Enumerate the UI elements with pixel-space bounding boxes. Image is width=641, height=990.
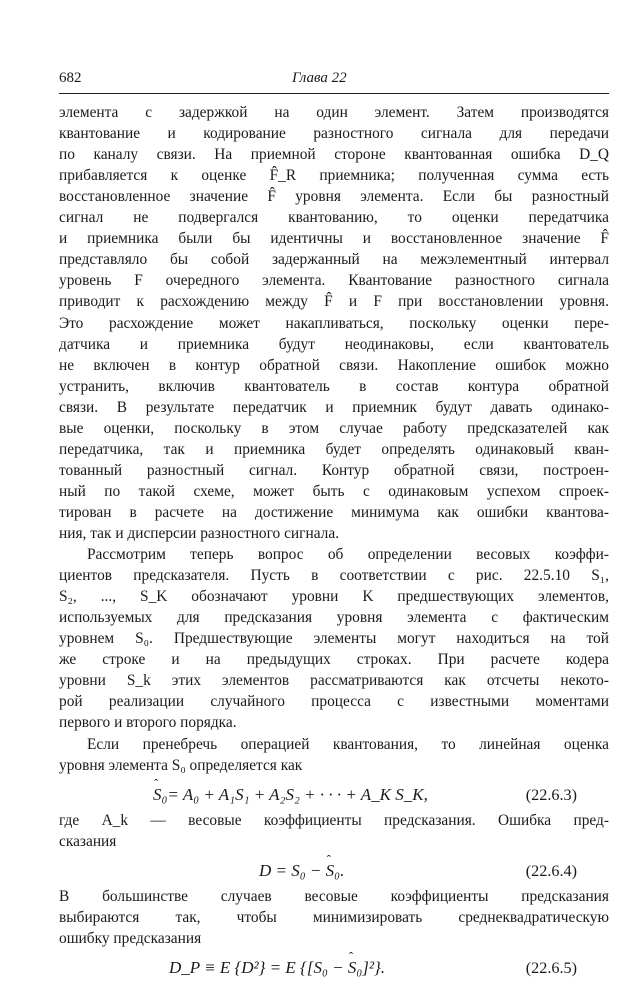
eq2-hat-term: ˆ S₀ (326, 857, 340, 885)
eq3-hat-term: ˆ S₀ (348, 954, 362, 982)
text-line: где A_k — весовые коэффициенты предсказания. Ошибка пред- (59, 811, 609, 829)
text-line: сказания (59, 832, 117, 850)
text-line: циентов предсказателя. Пусть в соответствии с рис. 22.5.10 S₁, (59, 567, 609, 585)
text-line: ния, так и дисперсии разностного сигнала. (59, 525, 340, 542)
chapter-title: Глава 22 (292, 70, 347, 86)
text-line: квантование и кодирование разностного сигнала для передачи (59, 125, 609, 143)
text-line: уровень F очередного элемента. Квантование разностного сигнала (59, 272, 609, 290)
text-line: приводит к расхождению между F̂ и F при восстановлении уровня. (59, 293, 609, 311)
text-line: уровни S_k этих элементов рассматриваются как отсчеты некото- (59, 672, 609, 690)
text-line: ошибку предсказания (59, 929, 202, 947)
equation-number: (22.6.5) (525, 958, 577, 977)
text-line: тирован в расчете на достижение минимума как ошибки квантова- (59, 503, 609, 521)
text-line: уровня элемента S₀ определяется как (59, 756, 303, 774)
text-line: по каналу связи. На приемной стороне квантованная ошибка D_Q (59, 146, 609, 164)
text-line: передатчика, так и приемника будет определять одинаковый кван- (59, 440, 609, 458)
page-number: 682 (59, 70, 82, 86)
eq3-text: D_P ≡ E {D²} = E {[S₀ − (169, 957, 348, 977)
equation-number: (22.6.3) (525, 785, 577, 804)
text-line: первого и второго порядка. (59, 714, 237, 732)
text-line: Если пренебречь операцией квантования, то линейная оценка (87, 735, 609, 753)
text-line: выбираются так, чтобы минимизировать среднеквадратическую (59, 908, 609, 926)
equation-number: (22.6.4) (525, 861, 577, 880)
text-line: рой реализации случайного процесса с известными моментами (59, 693, 609, 711)
text-line: элемента с задержкой на один элемент. Затем производятся (59, 104, 609, 121)
text-line: Это расхождение может накапливаться, поскольку оценки пере- (59, 314, 609, 332)
eq2-text: D = S₀ − (259, 860, 326, 880)
text-line: В большинстве случаев весовые коэффициенты предсказания (59, 887, 609, 905)
eq1-lhs: ˆ S₀ (153, 781, 167, 809)
text-line: S₂, ..., S_K обозначают уровни K предшествующих элементов, (59, 588, 609, 606)
text-line: представляло бы собой задержанный на межэлементный интервал (59, 251, 609, 269)
text-line: датчика и приемника будут неодинаковы, если квантователь (59, 335, 609, 353)
text-line: сигнал не подвергался квантованию, то оценки передатчика (59, 209, 609, 227)
header-rule (59, 93, 609, 94)
equation-22-6-5 (59, 954, 609, 982)
text-line: прибавляется к оценке F̂_R приемника; полученная сумма есть (59, 167, 609, 185)
eq2-tail: . (340, 860, 345, 880)
equation-22-6-4 (59, 857, 609, 885)
text-line: тованный разностный сигнал. Контур обратной связи, построен- (59, 461, 609, 479)
text-line: восстановленное значение F̂ уровня элемента. Если бы разностный (59, 188, 609, 206)
text-line: не включен в контур обратной связи. Накопление ошибок можно (59, 356, 609, 374)
text-line: Рассмотрим теперь вопрос об определении весовых коэффи- (87, 546, 609, 564)
eq3-tail: ]²}. (362, 957, 386, 977)
running-header (59, 70, 607, 92)
equation-22-6-3 (59, 781, 609, 809)
text-line: ный по такой схеме, может быть с одинаковым успехом спроек- (59, 482, 609, 500)
eq1-rhs: = A₀ + A₁S₁ + A₂S₂ + · · · + A_K S_K, (167, 784, 428, 804)
text-line: же строке и на предыдущих строках. При расчете кодера (59, 651, 609, 669)
text-line: используемых для предсказания уровня элемента с фактическим (59, 609, 609, 627)
text-line: и приемника были бы идентичны и восстановленное значение F̂ (59, 230, 609, 248)
text-line: вые оценки, поскольку в этом случае работу предсказателей как (59, 419, 609, 437)
text-line: устранить, включив квантователь в состав контура обратной (59, 377, 609, 395)
text-line: уровнем S₀. Предшествующие элементы могут находиться на той (59, 630, 609, 648)
text-line: связи. В результате передатчик и приемник будут давать одинако- (59, 398, 609, 416)
